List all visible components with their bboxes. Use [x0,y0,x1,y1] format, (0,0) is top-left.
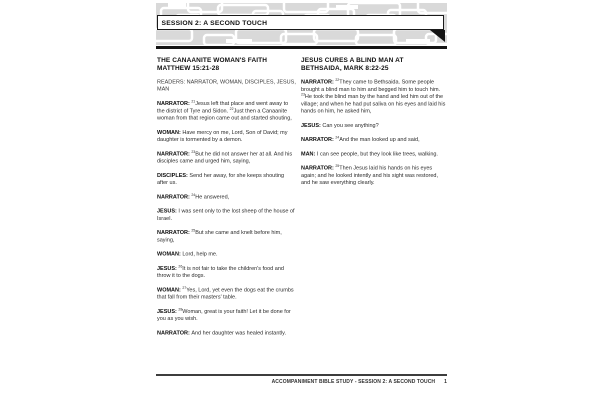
dialogue-line: JESUS: $^{28}$Woman, great is your faith! Let it be done for you as you wish. [157,307,291,322]
speaker-label: NARRATOR: [157,150,192,157]
dialogue-line: NARRATOR: And her daughter was healed instantly. [157,329,287,336]
dialogue-list-left [157,100,296,337]
dialogue-line: NARRATOR: $^{22}$They came to Bethsaida. Some people brought a blind man to him and begged him to touch him. $^{23}$He took the blind man by the hand and led him out of the village; and when he had put saliva on his eyes and laid his hands on him, he asked him, [301,78,446,114]
right-column [301,56,448,193]
speaker-label: JESUS: [301,122,323,129]
session-title: SESSION 2: A SECOND TOUCH [161,18,268,27]
verse-number: 27 [182,286,187,290]
speaker-label: NARRATOR: [301,165,336,171]
dialogue-line: NARRATOR: $^{25}$Then Jesus laid his hands on his eyes again; and he looked intently and his sight was restored, and he saw everything clearly. [301,164,438,186]
speaker-label: NARRATOR: [301,79,336,85]
passage-title-left [157,56,296,72]
verse-number: 26 [178,264,183,269]
dialogue-line: NARRATOR: $^{24}$And the man looked up and said, [301,136,420,143]
passage-title-left-line1: THE CANAANITE WOMAN'S FAITH [157,56,268,64]
footer-text: ACCOMPANIMENT BIBLE STUDY - SESSION 2: A SECOND TOUCH [271,379,436,385]
dialogue-line: WOMAN: Lord, help me. [157,251,218,257]
header-band [156,3,447,45]
verse-number: 25 [335,164,340,169]
verse-number: 25 [191,229,196,233]
speaker-label: NARRATOR: [157,329,192,336]
dialogue-line: JESUS: Can you see anything? [301,122,379,129]
speaker-label: NARRATOR: [157,229,192,236]
speaker-label: JESUS: [157,265,179,272]
page-number: 1 [444,379,447,385]
readers-line: READERS: NARRATOR, WOMAN, DISCIPLES, JESUS, MAN [157,79,296,92]
verse-number: 23 [301,93,305,97]
speaker-label: WOMAN: [157,129,183,136]
dialogue-line: NARRATOR: $^{23}$But he did not answer her at all. And his disciples came and urged him, saying, [157,150,293,164]
verse-number: 22 [335,78,340,83]
passage-title-right [301,56,448,72]
verse-number: 24 [191,193,196,197]
verse-number: 21 [191,100,196,104]
dialogue-line: NARRATOR: $^{21}$Jesus left that place and went away to the district of Tyre and Sidon. $^{22}$Just then a Canaanite woman from that region came out and started shouting, [157,100,292,121]
verse-number: 28 [178,307,183,312]
dialogue-line: MAN: I can see people, but they look like trees, walking. [301,150,438,157]
header-rule [156,46,447,49]
dialogue-line: WOMAN: Have mercy on me, Lord, Son of David; my daughter is tormented by a demon. [157,129,288,143]
passage-title-left-line2: MATTHEW 15:21-28 [157,64,220,72]
speaker-label: WOMAN: [157,251,183,257]
dialogue-line: NARRATOR: $^{25}$But she came and knelt before him, saying, [157,229,282,243]
speaker-label: NARRATOR: [157,100,192,107]
dialogue-line: JESUS: $^{26}$It is not fair to take the children's food and throw it to the dogs. [157,264,284,279]
footer-rule [156,374,447,376]
passage-title-right-line2: BETHSAIDA, MARK 8:22-25 [301,64,389,72]
dialogue-line: NARRATOR: $^{24}$He answered, [157,193,230,200]
speaker-label: NARRATOR: [157,193,192,200]
verse-number: 23 [191,150,196,154]
speaker-label: NARRATOR: [301,136,336,143]
footer [156,379,447,385]
speaker-label: WOMAN: [157,286,183,293]
speaker-label: JESUS: [157,308,179,315]
speaker-label: MAN: [301,150,317,157]
left-column [157,56,296,344]
speaker-label: DISCIPLES: [157,172,190,179]
dialogue-line: DISCIPLES: Send her away, for she keeps shouting after us. [157,172,285,186]
verse-number: 24 [335,136,340,140]
session-title-box [157,15,444,30]
dialogue-line: JESUS: I was sent only to the lost sheep of the house of Israel. [157,208,295,222]
verse-number: 22 [229,107,234,111]
dialogue-line: WOMAN: $^{27}$Yes, Lord, yet even the dogs eat the crumbs that fall from their masters' table. [157,286,294,300]
dialogue-list-right [301,79,448,187]
passage-title-right-line1: JESUS CURES A BLIND MAN AT [301,56,404,64]
speaker-label: JESUS: [157,208,179,214]
